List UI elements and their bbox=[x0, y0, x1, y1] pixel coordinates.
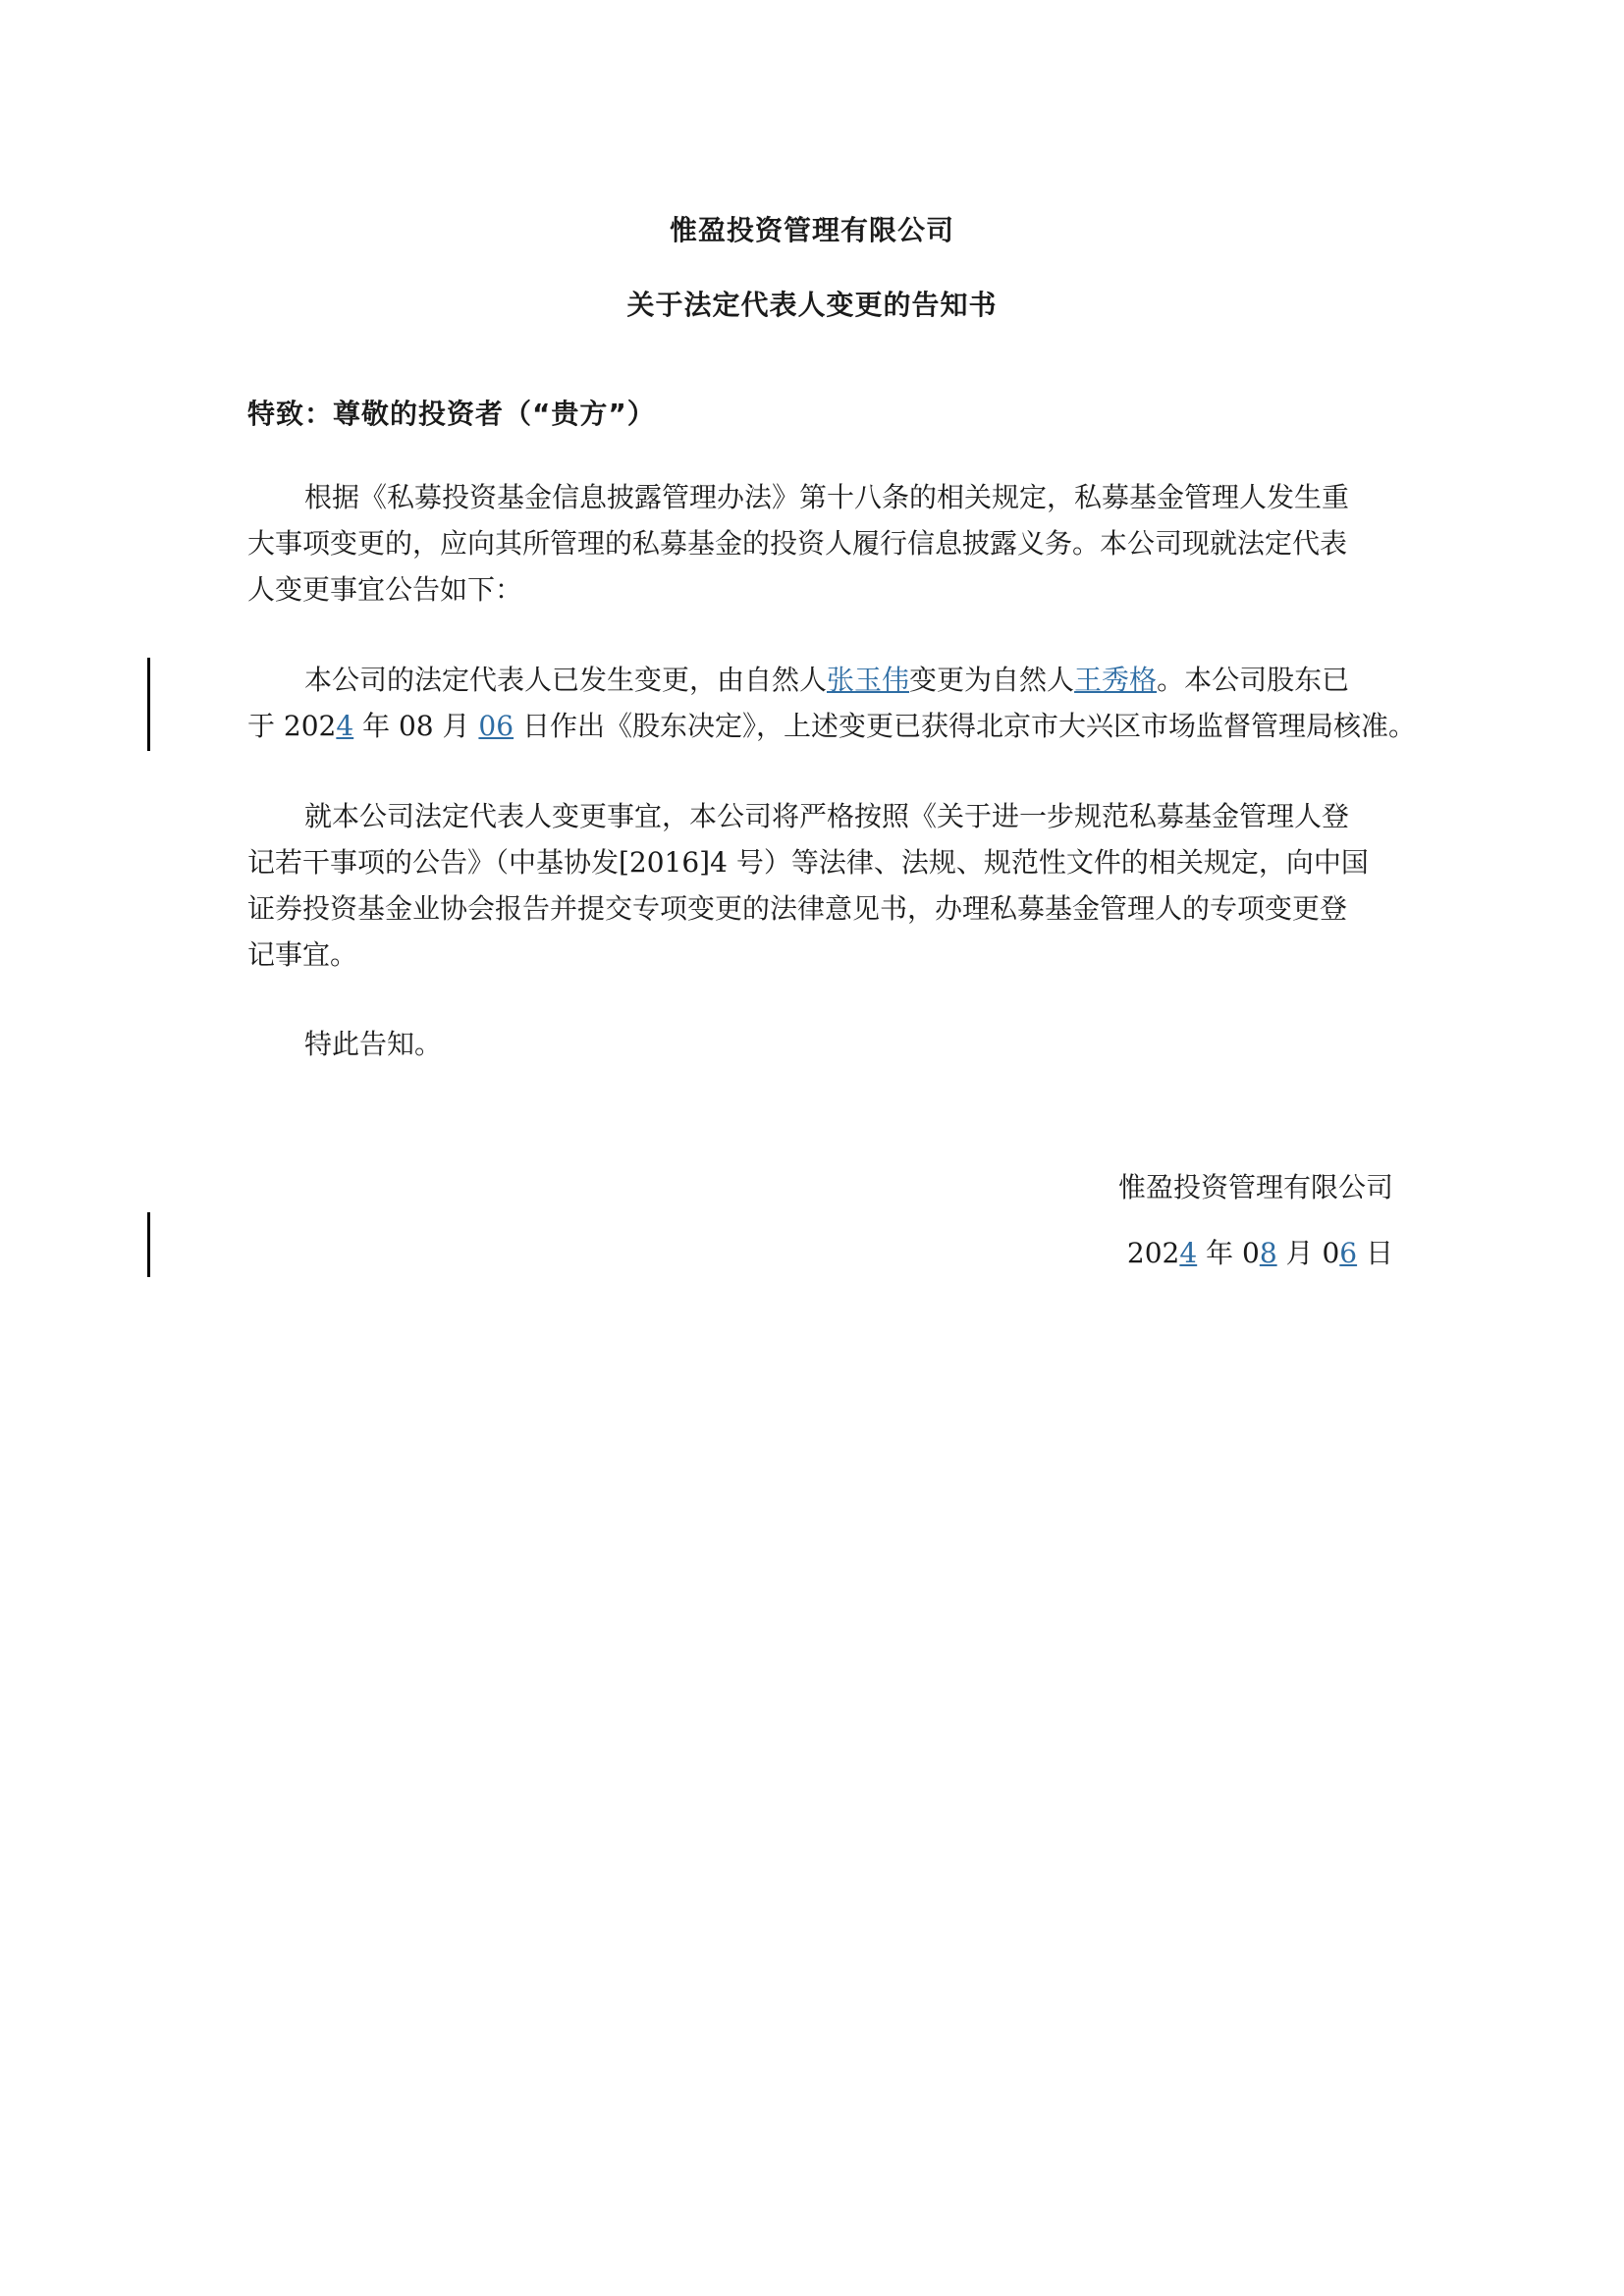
text-segment: 202 bbox=[1126, 1237, 1180, 1269]
revised-month-digit: 8 bbox=[1259, 1237, 1277, 1269]
salutation: 特致：尊敬的投资者（“贵方”） bbox=[247, 398, 656, 430]
text-segment: 日 bbox=[1357, 1237, 1393, 1269]
company-title: 惟盈投资管理有限公司 bbox=[669, 214, 954, 246]
notice-title: 关于法定代表人变更的告知书 bbox=[626, 289, 998, 321]
paragraph-line: 人变更事宜公告如下： bbox=[247, 573, 523, 606]
revised-day-digit: 6 bbox=[1339, 1237, 1358, 1269]
paragraph-line: 证券投资基金业协会报告并提交专项变更的法律意见书，办理私募基金管理人的专项变更登 bbox=[247, 892, 1348, 925]
revision-change-bar bbox=[147, 658, 150, 751]
revised-year-digit: 4 bbox=[336, 710, 354, 742]
paragraph-line bbox=[247, 657, 1394, 703]
signature-company: 惟盈投资管理有限公司 bbox=[1117, 1171, 1393, 1203]
paragraph-line: 根据《私募投资基金信息披露管理办法》第十八条的相关规定，私募基金管理人发生重 bbox=[304, 481, 1350, 513]
text-segment: 月 0 bbox=[1276, 1237, 1340, 1269]
signature-date bbox=[1127, 1232, 1393, 1271]
closing-text: 特此告知。 bbox=[304, 1028, 443, 1060]
revised-year-digit: 4 bbox=[1179, 1237, 1198, 1269]
paragraph-regulation bbox=[247, 474, 1394, 613]
paragraph-line: 大事项变更的，应向其所管理的私募基金的投资人履行信息披露义务。本公司现就法定代表 bbox=[247, 527, 1348, 560]
paragraph-representative-change bbox=[247, 657, 1416, 749]
text-segment: 于 202 bbox=[247, 710, 337, 742]
paragraph-line bbox=[247, 703, 1416, 749]
revision-change-bar bbox=[147, 1212, 150, 1277]
text-segment: 本公司的法定代表人已发生变更，由自然人 bbox=[304, 664, 828, 696]
old-representative-name: 张玉伟 bbox=[827, 664, 910, 696]
text-segment: 年 0 bbox=[1197, 1237, 1260, 1269]
paragraph-filing bbox=[247, 793, 1394, 978]
paragraph-line: 就本公司法定代表人变更事宜，本公司将严格按照《关于进一步规范私募基金管理人登 bbox=[304, 800, 1350, 832]
text-segment: 。本公司股东已 bbox=[1157, 664, 1350, 696]
paragraph-line: 记若干事项的公告》（中基协发[2016]4 号）等法律、法规、规范性文件的相关规定，向中国 bbox=[247, 846, 1369, 879]
text-segment: 变更为自然人 bbox=[909, 664, 1075, 696]
new-representative-name: 王秀格 bbox=[1074, 664, 1158, 696]
revised-day: 06 bbox=[478, 710, 514, 742]
paragraph-line: 记事宜。 bbox=[247, 938, 358, 971]
text-segment: 年 08 月 bbox=[353, 710, 479, 742]
text-segment: 日作出《股东决定》，上述变更已获得北京市大兴区市场监督管理局核准。 bbox=[514, 710, 1416, 742]
